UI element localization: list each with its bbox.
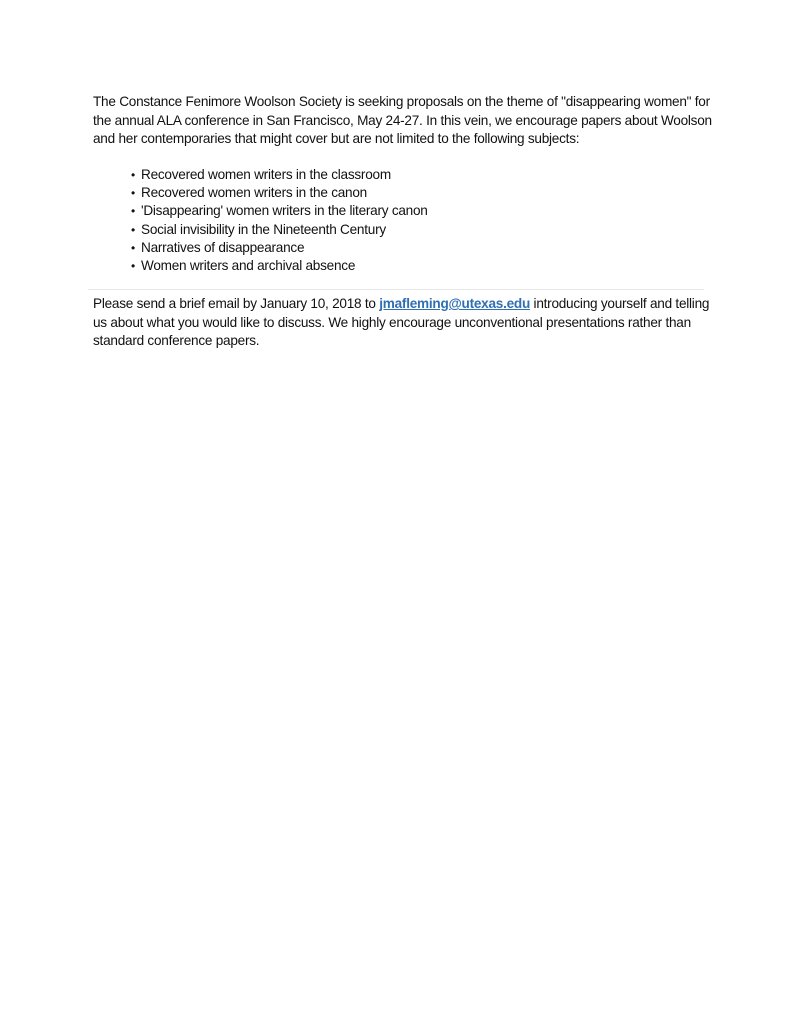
bullet-icon: • <box>131 222 135 237</box>
list-item-text: Women writers and archival absence <box>141 258 356 274</box>
list-item-text: 'Disappearing' women writers in the literary canon <box>141 203 428 219</box>
bullet-icon: • <box>131 204 135 219</box>
closing-text-end: introducing yourself and telling us about what you would like to discuss. We highly encourage unconventional presentations rather than standard conference papers. <box>93 296 710 348</box>
subject-list <box>131 166 428 275</box>
list-item <box>131 221 428 239</box>
list-item <box>131 257 428 275</box>
bullet-icon: • <box>131 168 135 182</box>
bullet-icon: • <box>131 240 135 255</box>
list-item-text: Social invisibility in the Nineteenth Century <box>141 221 386 237</box>
list-item-text: Recovered women writers in the canon <box>141 185 367 201</box>
bullet-icon: • <box>131 259 135 274</box>
email-link[interactable]: jmafleming@utexas.edu <box>379 296 531 311</box>
list-item <box>131 184 428 202</box>
bullet-icon: • <box>131 186 135 201</box>
intro-paragraph: The Constance Fenimore Woolson Society is seeking proposals on the theme of "disappearing women" for the annual ALA conference in San Francisco, May 24-27. In this vein, we encourage papers about Woolson and her contemporaries that might cover but are not limited to the following subjects: <box>93 94 712 146</box>
list-item <box>131 239 428 257</box>
closing-text-start: Please send a brief email by January 10, 2018 to <box>93 296 380 311</box>
closing-paragraph <box>93 295 713 351</box>
list-item-text: Recovered women writers in the classroom <box>141 167 391 182</box>
list-item <box>131 202 428 220</box>
section-divider <box>88 289 704 290</box>
list-item-text: Narratives of disappearance <box>141 239 305 255</box>
list-item <box>131 166 428 184</box>
